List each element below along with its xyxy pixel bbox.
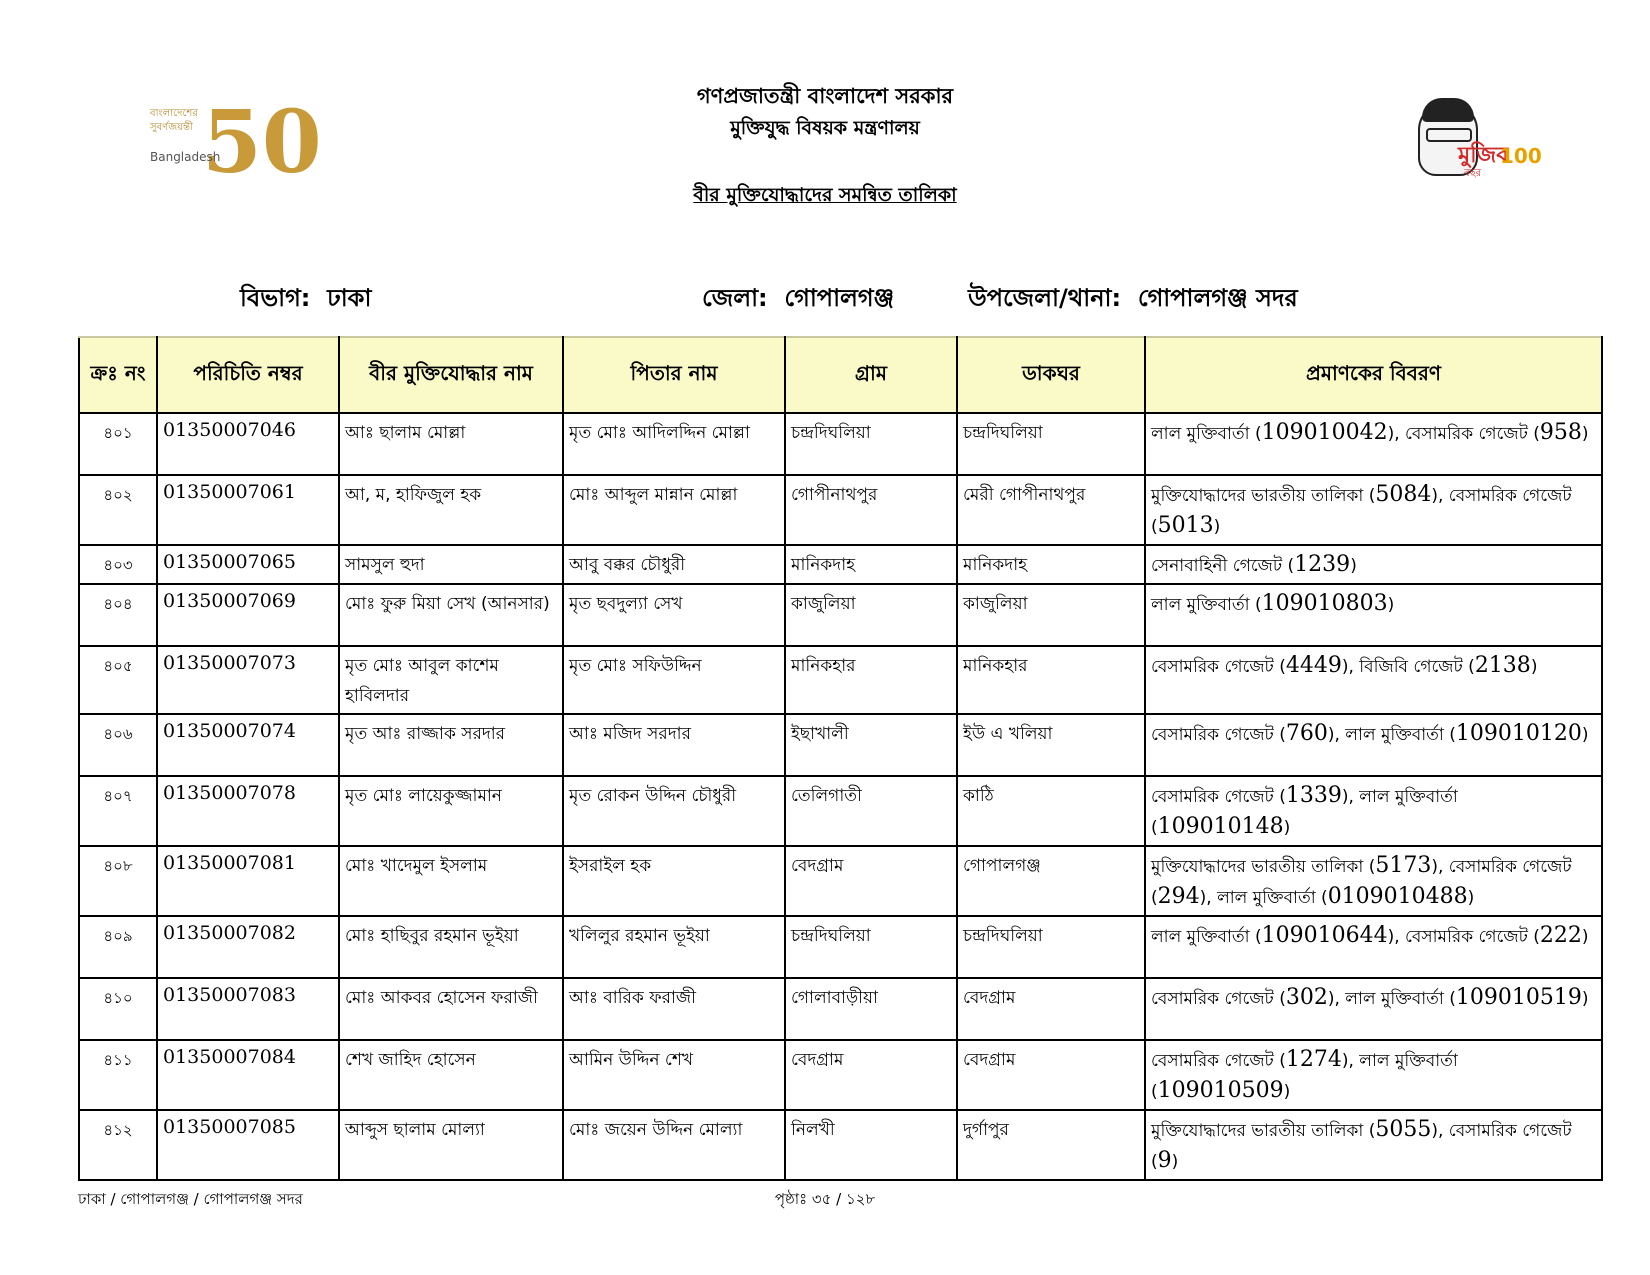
row-id-number: 01350007074 [157, 714, 339, 776]
row-proof-details: মুক্তিযোদ্ধাদের ভারতীয় তালিকা (5084), বেসামরিক গেজেট (5013) [1145, 475, 1602, 545]
row-fighter-name: আব্দুস ছালাম মোল্যা [339, 1110, 563, 1180]
column-header-serial: ক্রঃ নং [79, 337, 157, 413]
row-post-office: মেরী গোপীনাথপুর [957, 475, 1145, 545]
ministry-title: মুক্তিযুদ্ধ বিষয়ক মন্ত্রণালয় [730, 117, 920, 139]
row-serial: ৪১০ [79, 978, 157, 1040]
row-father-name: মৃত মোঃ সফিউদ্দিন [563, 646, 785, 714]
district-value: গোপালগঞ্জ [784, 284, 895, 312]
row-father-name: খলিলুর রহমান ভূইয়া [563, 916, 785, 978]
row-post-office: মানিকদাহ [957, 545, 1145, 584]
row-village: বেদগ্রাম [785, 846, 957, 916]
column-header-father: পিতার নাম [563, 337, 785, 413]
row-serial: ৪০৭ [79, 776, 157, 846]
row-fighter-name: মোঃ খাদেমুল ইসলাম [339, 846, 563, 916]
row-fighter-name: মৃত মোঃ আবুল কাশেম হাবিলদার [339, 646, 563, 714]
row-id-number: 01350007083 [157, 978, 339, 1040]
mujib-100-number: 100 [1500, 144, 1542, 168]
row-father-name: মোঃ আব্দুল মান্নান মোল্লা [563, 475, 785, 545]
row-id-number: 01350007046 [157, 413, 339, 475]
row-father-name: মৃত রোকন উদ্দিন চৌধুরী [563, 776, 785, 846]
list-title-text: বীর মুক্তিযোদ্ধাদের সমন্বিত তালিকা [693, 184, 957, 206]
logo-jubilee-text-2: সুবর্ণজয়ন্তী [150, 122, 193, 133]
table-header-row [79, 337, 1602, 413]
table-row [79, 916, 1602, 978]
row-village: মানিকহার [785, 646, 957, 714]
row-village: বেদগ্রাম [785, 1040, 957, 1110]
row-fighter-name: আ, ম, হাফিজুল হক [339, 475, 563, 545]
government-title: গণপ্রজাতন্ত্রী বাংলাদেশ সরকার [696, 84, 954, 108]
row-father-name: আমিন উদ্দিন শেখ [563, 1040, 785, 1110]
row-post-office: চন্দ্রদিঘলিয়া [957, 916, 1145, 978]
table-row [79, 584, 1602, 646]
row-village: ইছাখালী [785, 714, 957, 776]
row-serial: ৪০৯ [79, 916, 157, 978]
row-proof-details: বেসামরিক গেজেট (302), লাল মুক্তিবার্তা (109010519) [1145, 978, 1602, 1040]
row-id-number: 01350007082 [157, 916, 339, 978]
mujib-brand-text: মুজিব [1458, 143, 1509, 168]
row-post-office: গোপালগঞ্জ [957, 846, 1145, 916]
column-header-post-office: ডাকঘর [957, 337, 1145, 413]
row-fighter-name: মোঃ হাছিবুর রহমান ভূইয়া [339, 916, 563, 978]
column-header-name: বীর মুক্তিযোদ্ধার নাম [339, 337, 563, 413]
row-post-office: ইউ এ খলিয়া [957, 714, 1145, 776]
row-village: নিলখী [785, 1110, 957, 1180]
row-id-number: 01350007069 [157, 584, 339, 646]
footer-location: ঢাকা / গোপালগঞ্জ / গোপালগঞ্জ সদর [78, 1190, 303, 1208]
row-proof-details: মুক্তিযোদ্ধাদের ভারতীয় তালিকা (5173), বেসামরিক গেজেট (294), লাল মুক্তিবার্তা (0109010488) [1145, 846, 1602, 916]
row-post-office: বেদগ্রাম [957, 978, 1145, 1040]
table-row [79, 475, 1602, 545]
row-father-name: আঃ বারিক ফরাজী [563, 978, 785, 1040]
row-father-name: আঃ মজিদ সরদার [563, 714, 785, 776]
row-serial: ৪০৩ [79, 545, 157, 584]
row-proof-details: সেনাবাহিনী গেজেট (1239) [1145, 545, 1602, 584]
mujib-year-label: বছর [1464, 168, 1482, 179]
row-proof-details: বেসামরিক গেজেট (1274), লাল মুক্তিবার্তা (109010509) [1145, 1040, 1602, 1110]
upazila-value: গোপালগঞ্জ সদর [1137, 284, 1298, 312]
row-village: মানিকদাহ [785, 545, 957, 584]
freedom-fighter-table [78, 336, 1603, 1181]
row-fighter-name: মৃত মোঃ লায়েকুজ্জামান [339, 776, 563, 846]
table-row [79, 545, 1602, 584]
column-header-id: পরিচিতি নম্বর [157, 337, 339, 413]
table-row [79, 978, 1602, 1040]
row-father-name: আবু বক্কর চৌধুরী [563, 545, 785, 584]
row-id-number: 01350007065 [157, 545, 339, 584]
row-serial: ৪০৪ [79, 584, 157, 646]
table-row [79, 846, 1602, 916]
row-fighter-name: মৃত আঃ রাজ্জাক সরদার [339, 714, 563, 776]
row-fighter-name: মোঃ ফুরু মিয়া সেখ (আনসার) [339, 584, 563, 646]
row-father-name: মৃত ছবদুল্যা সেখ [563, 584, 785, 646]
district-label: জেলা: [702, 284, 768, 312]
row-id-number: 01350007084 [157, 1040, 339, 1110]
table-row [79, 714, 1602, 776]
row-post-office: চন্দ্রদিঘলিয়া [957, 413, 1145, 475]
table-row [79, 1110, 1602, 1180]
logo-jubilee-text-1: বাংলাদেশের [150, 108, 198, 119]
row-serial: ৪০৮ [79, 846, 157, 916]
row-proof-details: লাল মুক্তিবার্তা (109010042), বেসামরিক গেজেট (958) [1145, 413, 1602, 475]
upazila-label: উপজেলা/থানা: [968, 284, 1122, 312]
row-post-office: কাজুলিয়া [957, 584, 1145, 646]
logo-country-text: Bangladesh [150, 150, 221, 164]
row-id-number: 01350007085 [157, 1110, 339, 1180]
row-serial: ৪০২ [79, 475, 157, 545]
row-serial: ৪১১ [79, 1040, 157, 1110]
upazila-field [968, 280, 1298, 320]
row-id-number: 01350007078 [157, 776, 339, 846]
row-serial: ৪১২ [79, 1110, 157, 1180]
row-fighter-name: মোঃ আকবর হোসেন ফরাজী [339, 978, 563, 1040]
portrait-hair-icon [1422, 98, 1474, 122]
row-post-office: মানিকহার [957, 646, 1145, 714]
row-proof-details: লাল মুক্তিবার্তা (109010803) [1145, 584, 1602, 646]
row-post-office: বেদগ্রাম [957, 1040, 1145, 1110]
row-proof-details: লাল মুক্তিবার্তা (109010644), বেসামরিক গেজেট (222) [1145, 916, 1602, 978]
logo-50-number: 50 [202, 92, 322, 193]
division-label: বিভাগ: [240, 284, 311, 312]
table-row [79, 646, 1602, 714]
mujib-100-logo [1418, 98, 1542, 188]
row-fighter-name: সামসুল হুদা [339, 545, 563, 584]
row-post-office: কাঠি [957, 776, 1145, 846]
row-serial: ৪০১ [79, 413, 157, 475]
district-field [702, 280, 894, 320]
row-village: চন্দ্রদিঘলিয়া [785, 413, 957, 475]
division-value: ঢাকা [327, 284, 372, 312]
golden-jubilee-logo [150, 92, 322, 198]
table-row [79, 413, 1602, 475]
row-fighter-name: আঃ ছালাম মোল্লা [339, 413, 563, 475]
row-id-number: 01350007081 [157, 846, 339, 916]
row-village: চন্দ্রদিঘলিয়া [785, 916, 957, 978]
row-proof-details: বেসামরিক গেজেট (1339), লাল মুক্তিবার্তা (109010148) [1145, 776, 1602, 846]
row-father-name: ইসরাইল হক [563, 846, 785, 916]
division-field [240, 280, 371, 320]
row-id-number: 01350007061 [157, 475, 339, 545]
row-serial: ৪০৬ [79, 714, 157, 776]
table-row [79, 776, 1602, 846]
row-village: তেলিগাতী [785, 776, 957, 846]
footer-page-number: পৃষ্ঠাঃ ৩৫ / ১২৮ [774, 1190, 876, 1208]
column-header-village: গ্রাম [785, 337, 957, 413]
row-father-name: মোঃ জয়েন উদ্দিন মোল্যা [563, 1110, 785, 1180]
column-header-proof: প্রমাণকের বিবরণ [1145, 337, 1602, 413]
row-village: কাজুলিয়া [785, 584, 957, 646]
row-village: গোপীনাথপুর [785, 475, 957, 545]
row-post-office: দুর্গাপুর [957, 1110, 1145, 1180]
table-row [79, 1040, 1602, 1110]
row-fighter-name: শেখ জাহিদ হোসেন [339, 1040, 563, 1110]
row-village: গোলাবাড়ীয়া [785, 978, 957, 1040]
row-serial: ৪০৫ [79, 646, 157, 714]
row-proof-details: বেসামরিক গেজেট (760), লাল মুক্তিবার্তা (109010120) [1145, 714, 1602, 776]
row-proof-details: বেসামরিক গেজেট (4449), বিজিবি গেজেট (2138) [1145, 646, 1602, 714]
row-father-name: মৃত মোঃ আদিলদ্দিন মোল্লা [563, 413, 785, 475]
row-proof-details: মুক্তিযোদ্ধাদের ভারতীয় তালিকা (5055), বেসামরিক গেজেট (9) [1145, 1110, 1602, 1180]
row-id-number: 01350007073 [157, 646, 339, 714]
